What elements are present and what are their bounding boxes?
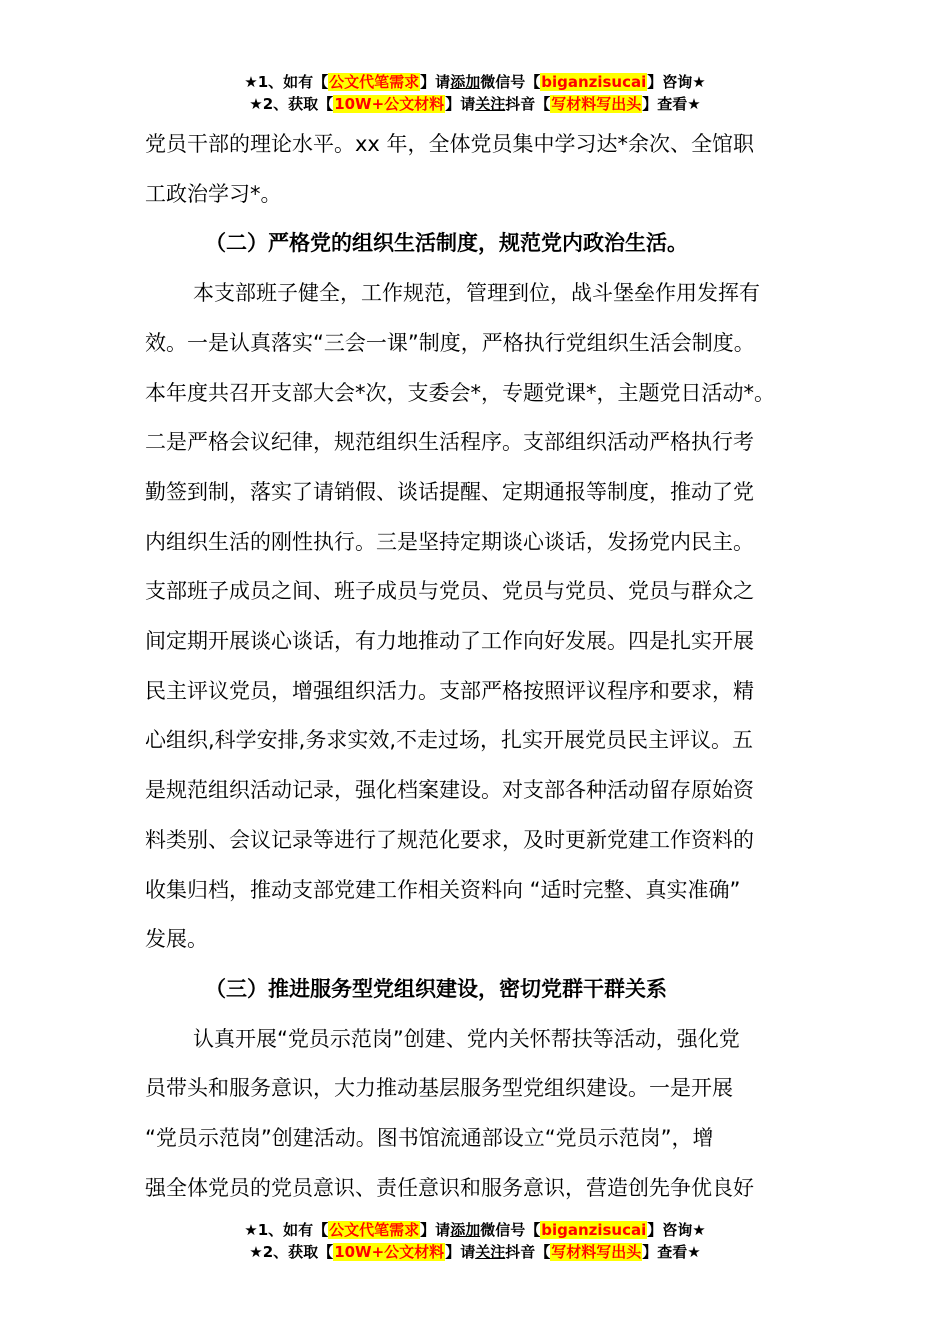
- banner-text: 】请: [445, 95, 476, 113]
- banner-highlight: 公文代笔需求: [329, 73, 420, 91]
- section-heading: （二）严格党的组织生活制度，规范党内政治生活。: [205, 231, 688, 256]
- banner-text: 微信号【: [480, 1221, 541, 1239]
- text-line: 心组织,科学安排,务求实效,不走过场，扎实开展党员民主评议。五: [145, 728, 754, 753]
- banner-highlight: biganzisucai: [541, 1221, 647, 1239]
- banner-underlined-text: 添加: [450, 73, 481, 91]
- text-line: 本支部班子健全，工作规范，管理到位，战斗堡垒作用发挥有: [193, 281, 760, 306]
- text-line: 二是严格会议纪律，规范组织生活程序。支部组织活动严格执行考: [145, 430, 754, 455]
- banner-text: 微信号【: [480, 73, 541, 91]
- banner-line-1: [0, 71, 950, 93]
- banner-underlined-text: 添加: [450, 1221, 481, 1239]
- text-line: 党员干部的理论水平。xx 年，全体党员集中学习达*余次、全馆职: [145, 132, 755, 156]
- banner-text: 抖音【: [505, 1243, 551, 1261]
- banner-text: ★2、获取【: [249, 95, 334, 113]
- bottom-banner: [0, 1219, 950, 1263]
- banner-highlight: 公文代笔需求: [329, 1221, 420, 1239]
- text-line: 收集归档，推动支部党建工作相关资料向 “适时完整、真实准确”: [145, 877, 741, 902]
- banner-line-1: [0, 1219, 950, 1241]
- text-line: 民主评议党员，增强组织活力。支部严格按照评议程序和要求，精: [145, 678, 754, 703]
- banner-text: 】请: [445, 1243, 476, 1261]
- banner-text: 】请: [420, 1221, 451, 1239]
- banner-text: ★2、获取【: [249, 1243, 334, 1261]
- text-line: 效。一是认真落实“三会一课”制度，严格执行党组织生活会制度。: [145, 330, 755, 355]
- text-line: 本年度共召开支部大会*次，支委会*，专题党课*，主题党日活动*。: [145, 380, 775, 405]
- banner-highlight: 写材料写出头: [551, 95, 642, 113]
- text-line: 勤签到制，落实了请销假、谈话提醒、定期通报等制度，推动了党: [145, 479, 754, 504]
- banner-highlight: 10W+公文材料: [334, 1243, 445, 1261]
- text-line: 是规范组织活动记录，强化档案建设。对支部各种活动留存原始资: [145, 778, 754, 803]
- text-line: 料类别、会议记录等进行了规范化要求，及时更新党建工作资料的: [145, 827, 754, 852]
- text-line: 间定期开展谈心谈话，有力地推动了工作向好发展。四是扎实开展: [145, 629, 754, 654]
- banner-line-2: [0, 93, 950, 115]
- text-line: 内组织生活的刚性执行。三是坚持定期谈心谈话，发扬党内民主。: [145, 529, 754, 554]
- top-banner: [0, 71, 950, 115]
- banner-highlight: biganzisucai: [541, 73, 647, 91]
- text-line: 员带头和服务意识，大力推动基层服务型党组织建设。一是开展: [145, 1076, 733, 1101]
- banner-text: ★1、如有【: [244, 73, 329, 91]
- banner-text: 】查看★: [642, 95, 701, 113]
- banner-line-2: [0, 1241, 950, 1263]
- text-line: 工政治学习*。: [145, 181, 282, 206]
- banner-text: 】咨询★: [647, 1221, 706, 1239]
- text-line: 发展。: [145, 927, 208, 952]
- banner-highlight: 10W+公文材料: [334, 95, 445, 113]
- banner-text: 抖音【: [505, 95, 551, 113]
- section-heading: （三）推进服务型党组织建设，密切党群干群关系: [205, 976, 667, 1001]
- text-line: “党员示范岗”创建活动。图书馆流通部设立“党员示范岗”，增: [145, 1126, 714, 1151]
- text-line: 强全体党员的党员意识、责任意识和服务意识，营造创先争优良好: [145, 1175, 754, 1200]
- banner-text: ★1、如有【: [244, 1221, 329, 1239]
- text-line: 支部班子成员之间、班子成员与党员、党员与党员、党员与群众之: [145, 579, 754, 604]
- banner-text: 】查看★: [642, 1243, 701, 1261]
- banner-text: 】请: [420, 73, 451, 91]
- banner-underlined-text: 关注: [475, 1243, 506, 1261]
- document-body: [145, 120, 815, 1213]
- banner-highlight: 写材料写出头: [551, 1243, 642, 1261]
- text-line: 认真开展“党员示范岗”创建、党内关怀帮扶等活动，强化党: [193, 1026, 740, 1051]
- banner-underlined-text: 关注: [475, 95, 506, 113]
- banner-text: 】咨询★: [647, 73, 706, 91]
